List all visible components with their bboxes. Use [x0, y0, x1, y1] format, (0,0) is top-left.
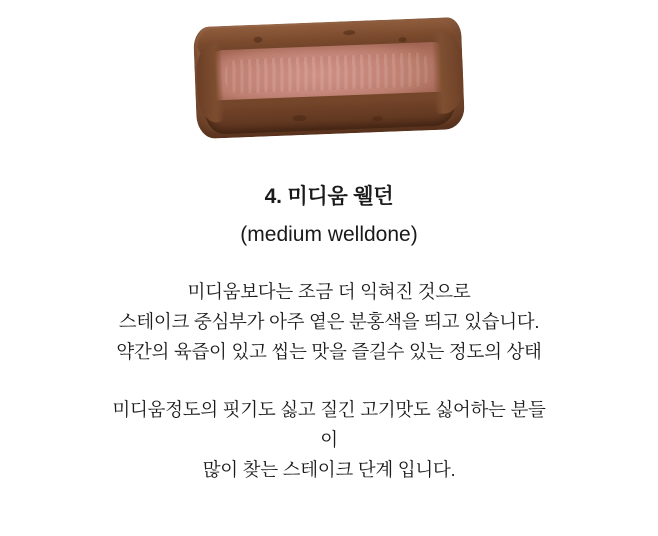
page-title: 4. 미디움 웰던	[264, 185, 394, 208]
description-line: 이	[320, 428, 338, 450]
steak-illustration	[193, 17, 465, 139]
description-paragraph-1	[116, 277, 541, 367]
description-line: 많이 찾는 스테이크 단계 입니다.	[202, 458, 456, 480]
description-line: 약간의 육즙이 있고 씹는 맛을 즐길수 있는 정도의 상태	[116, 340, 542, 362]
steak-image	[0, 0, 658, 160]
description-line: 미디움보다는 조금 더 익혀진 것으로	[187, 281, 471, 302]
description-paragraph-2	[112, 395, 545, 485]
description-line: 스테이크 중심부가 아주 옅은 분홍색을 띄고 있습니다.	[118, 310, 540, 332]
page-subtitle: (medium welldone)	[240, 223, 418, 246]
description-line: 미디움정도의 핏기도 싫고 질긴 고기맛도 싫어하는 분들	[112, 398, 546, 420]
